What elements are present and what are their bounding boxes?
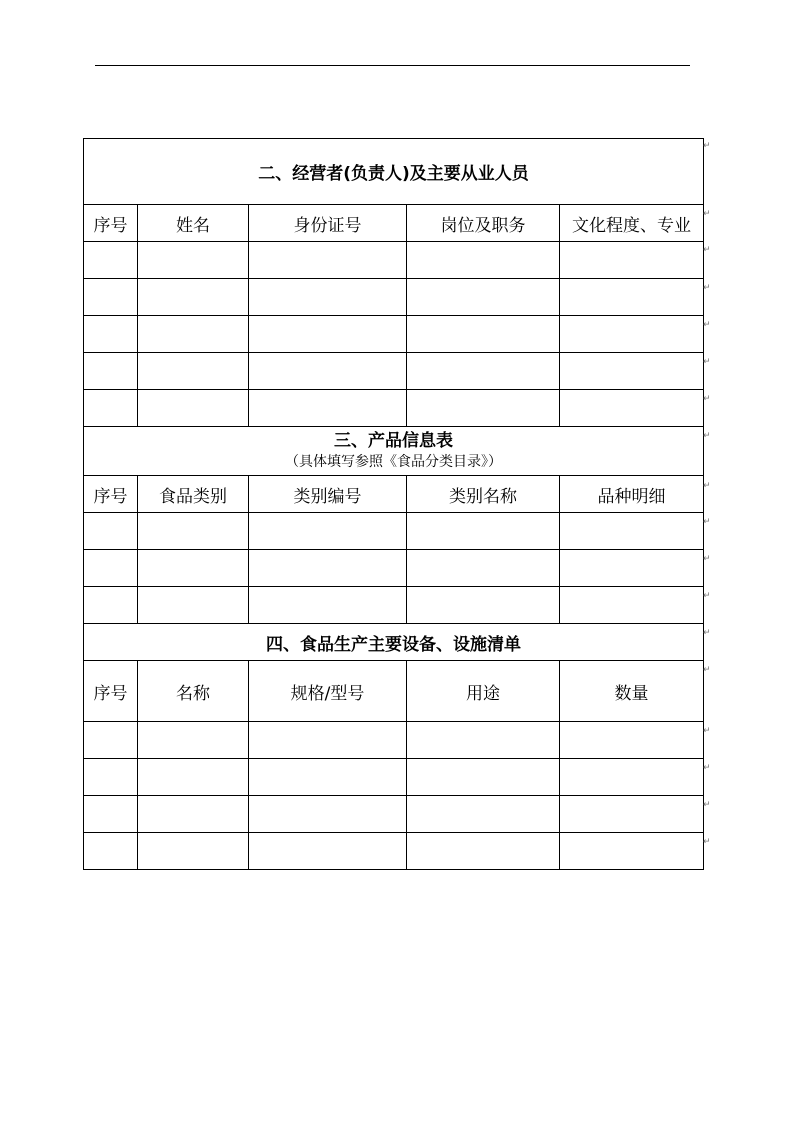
paragraph-mark-icon: ↵ <box>703 283 711 293</box>
paragraph-mark-icon: ↵ <box>703 517 711 527</box>
paragraph-mark-icon: ↵ <box>703 431 711 441</box>
section4-title-row <box>84 624 704 661</box>
table-cell[interactable] <box>138 279 249 316</box>
paragraph-mark-icon: ↵ <box>703 141 711 151</box>
paragraph-mark-icon: ↵ <box>703 554 711 564</box>
table-cell[interactable] <box>407 587 560 624</box>
section2-title: 二、经营者(负责人)及主要从业人员 <box>84 139 704 205</box>
table-cell[interactable] <box>407 242 560 279</box>
table-cell[interactable] <box>249 796 407 833</box>
table-row <box>84 279 704 316</box>
table-cell[interactable] <box>249 353 407 390</box>
table-row <box>84 796 704 833</box>
table-cell[interactable] <box>249 316 407 353</box>
paragraph-mark-icon: ↵ <box>703 726 711 736</box>
paragraph-mark-icon: ↵ <box>703 357 711 367</box>
paragraph-mark-icon: ↵ <box>703 209 711 219</box>
col-header: 品种明细 <box>560 476 704 513</box>
table-cell[interactable] <box>249 587 407 624</box>
table-cell[interactable] <box>138 722 249 759</box>
table-cell[interactable] <box>249 833 407 870</box>
table-row <box>84 513 704 550</box>
table-cell[interactable] <box>84 390 138 427</box>
table-cell[interactable] <box>249 242 407 279</box>
table-cell[interactable] <box>560 242 704 279</box>
section2-header-row <box>84 205 704 242</box>
section3-title: 三、产品信息表 <box>334 430 454 451</box>
table-cell[interactable] <box>84 833 138 870</box>
col-header: 序号 <box>84 661 138 722</box>
table-cell[interactable] <box>138 316 249 353</box>
table-cell[interactable] <box>407 316 560 353</box>
paragraph-mark-icon: ↵ <box>703 628 711 638</box>
table-cell[interactable] <box>138 833 249 870</box>
col-header: 姓名 <box>138 205 249 242</box>
table-cell[interactable] <box>138 390 249 427</box>
col-header: 类别编号 <box>249 476 407 513</box>
table-row <box>84 759 704 796</box>
table-cell[interactable] <box>138 796 249 833</box>
application-form-table <box>83 138 704 870</box>
section3-header-row <box>84 476 704 513</box>
table-cell[interactable] <box>84 587 138 624</box>
table-cell[interactable] <box>84 353 138 390</box>
table-cell[interactable] <box>249 759 407 796</box>
col-header: 序号 <box>84 205 138 242</box>
paragraph-mark-icon: ↵ <box>703 763 711 773</box>
table-cell[interactable] <box>249 550 407 587</box>
table-cell[interactable] <box>560 587 704 624</box>
table-cell[interactable] <box>407 353 560 390</box>
table-cell[interactable] <box>84 316 138 353</box>
table-cell[interactable] <box>560 550 704 587</box>
paragraph-mark-icon: ↵ <box>703 837 711 847</box>
table-row <box>84 833 704 870</box>
table-cell[interactable] <box>84 759 138 796</box>
table-cell[interactable] <box>407 796 560 833</box>
paragraph-marks <box>703 0 713 1122</box>
section3-title-row <box>84 427 704 476</box>
table-row <box>84 316 704 353</box>
table-cell[interactable] <box>249 390 407 427</box>
table-cell[interactable] <box>84 513 138 550</box>
col-header: 规格/型号 <box>249 661 407 722</box>
table-cell[interactable] <box>560 316 704 353</box>
table-cell[interactable] <box>84 550 138 587</box>
section3-title-cell <box>84 427 704 476</box>
table-cell[interactable] <box>138 513 249 550</box>
col-header: 名称 <box>138 661 249 722</box>
paragraph-mark-icon: ↵ <box>703 245 711 255</box>
table-cell[interactable] <box>407 550 560 587</box>
table-row <box>84 353 704 390</box>
table-cell[interactable] <box>84 242 138 279</box>
table-cell[interactable] <box>407 513 560 550</box>
table-cell[interactable] <box>249 722 407 759</box>
table-cell[interactable] <box>84 796 138 833</box>
table-cell[interactable] <box>560 759 704 796</box>
table-row <box>84 722 704 759</box>
table-row <box>84 550 704 587</box>
table-cell[interactable] <box>138 550 249 587</box>
paragraph-mark-icon: ↵ <box>703 591 711 601</box>
table-cell[interactable] <box>407 390 560 427</box>
table-row <box>84 390 704 427</box>
table-row <box>84 587 704 624</box>
paragraph-mark-icon: ↵ <box>703 800 711 810</box>
paragraph-mark-icon: ↵ <box>703 665 711 675</box>
table-cell[interactable] <box>84 279 138 316</box>
header-rule <box>95 65 690 66</box>
paragraph-mark-icon: ↵ <box>703 320 711 330</box>
section4-title: 四、食品生产主要设备、设施清单 <box>84 624 704 661</box>
col-header: 序号 <box>84 476 138 513</box>
table-cell[interactable] <box>138 353 249 390</box>
table-cell[interactable] <box>138 759 249 796</box>
table-cell[interactable] <box>249 279 407 316</box>
table-cell[interactable] <box>138 587 249 624</box>
col-header: 食品类别 <box>138 476 249 513</box>
table-cell[interactable] <box>407 722 560 759</box>
table-cell[interactable] <box>560 279 704 316</box>
table-cell[interactable] <box>560 833 704 870</box>
table-cell[interactable] <box>407 279 560 316</box>
table-row <box>84 242 704 279</box>
table-cell[interactable] <box>560 353 704 390</box>
table-cell[interactable] <box>138 242 249 279</box>
table-cell[interactable] <box>560 722 704 759</box>
col-header: 用途 <box>407 661 560 722</box>
paragraph-mark-icon: ↵ <box>703 394 711 404</box>
col-header: 文化程度、专业 <box>560 205 704 242</box>
col-header: 岗位及职务 <box>407 205 560 242</box>
table-cell[interactable] <box>407 759 560 796</box>
col-header: 身份证号 <box>249 205 407 242</box>
table-cell[interactable] <box>560 513 704 550</box>
section2-title-row <box>84 139 704 205</box>
table-cell[interactable] <box>84 722 138 759</box>
table-cell[interactable] <box>407 833 560 870</box>
col-header: 类别名称 <box>407 476 560 513</box>
table-cell[interactable] <box>560 390 704 427</box>
col-header: 数量 <box>560 661 704 722</box>
section3-subtitle: （具体填写参照《食品分类目录》） <box>285 453 503 470</box>
table-cell[interactable] <box>249 513 407 550</box>
table-cell[interactable] <box>560 796 704 833</box>
section4-header-row <box>84 661 704 722</box>
paragraph-mark-icon: ↵ <box>703 481 711 491</box>
